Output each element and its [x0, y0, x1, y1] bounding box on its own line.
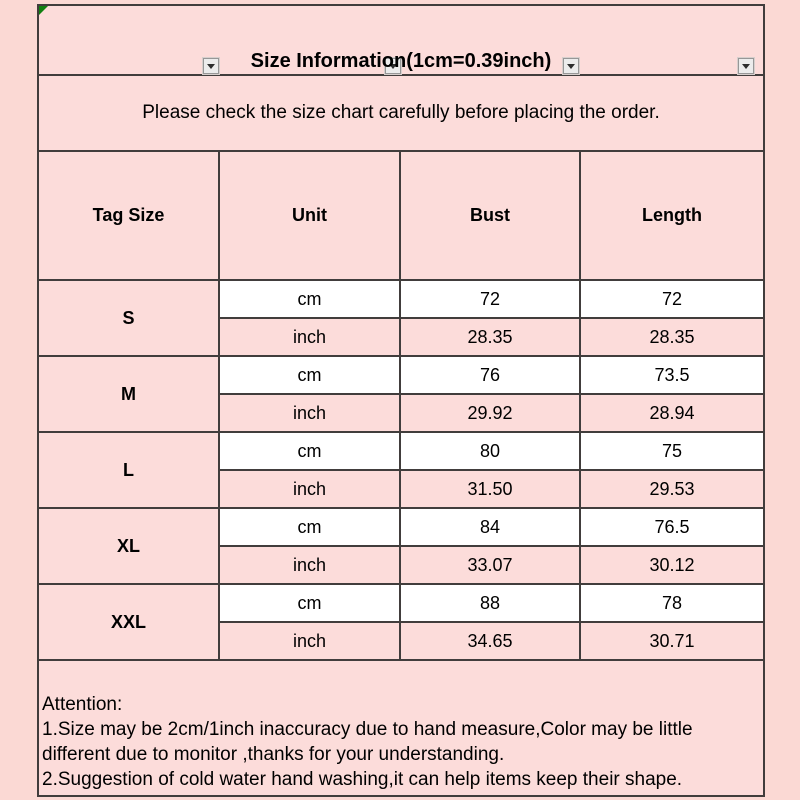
unit-cell: inch	[219, 318, 400, 356]
length-value: 75	[580, 432, 763, 470]
length-value: 30.71	[580, 622, 763, 660]
unit-cell: inch	[219, 394, 400, 432]
size-table	[39, 152, 763, 661]
bust-value: 72	[400, 280, 580, 318]
unit-cell: inch	[219, 622, 400, 660]
column-header-tag-size: Tag Size	[39, 152, 219, 280]
bust-value: 31.50	[400, 470, 580, 508]
bust-value: 33.07	[400, 546, 580, 584]
filter-arrow-icon	[742, 64, 750, 69]
column-header-bust: Bust	[400, 152, 580, 280]
filter-dropdown-button-tag-size[interactable]	[203, 58, 219, 74]
length-value: 73.5	[580, 356, 763, 394]
attention-line: 2.Suggestion of cold water hand washing,it can help items keep their shape.	[42, 769, 683, 790]
bust-value: 80	[400, 432, 580, 470]
bust-value: 28.35	[400, 318, 580, 356]
attention-line: 1.Size may be 2cm/1inch inaccuracy due to hand measure,Color may be little	[42, 719, 693, 740]
length-value: 28.35	[580, 318, 763, 356]
length-value: 76.5	[580, 508, 763, 546]
size-label-l: L	[39, 432, 219, 508]
size-chart-panel	[37, 4, 765, 797]
unit-cell: cm	[219, 356, 400, 394]
table-row	[39, 432, 763, 470]
bust-value: 84	[400, 508, 580, 546]
filter-arrow-icon	[567, 64, 575, 69]
size-label-xxl: XXL	[39, 584, 219, 660]
filter-dropdown-button-length[interactable]	[738, 58, 754, 74]
filter-dropdown-button-bust[interactable]	[563, 58, 579, 74]
unit-cell: cm	[219, 584, 400, 622]
size-label-m: M	[39, 356, 219, 432]
bust-value: 34.65	[400, 622, 580, 660]
length-value: 30.12	[580, 546, 763, 584]
unit-cell: cm	[219, 508, 400, 546]
unit-cell: cm	[219, 432, 400, 470]
unit-cell: inch	[219, 470, 400, 508]
attention-line: different due to monitor ,thanks for your understanding.	[42, 744, 505, 765]
table-row	[39, 584, 763, 622]
cell-corner-indicator-icon	[39, 6, 48, 15]
subtitle-bar	[39, 76, 763, 152]
length-value: 29.53	[580, 470, 763, 508]
size-label-xl: XL	[39, 508, 219, 584]
table-row	[39, 280, 763, 318]
bust-value: 29.92	[400, 394, 580, 432]
attention-note	[39, 661, 763, 792]
unit-cell: cm	[219, 280, 400, 318]
table-row	[39, 356, 763, 394]
column-header-length: Length	[580, 152, 763, 280]
length-value: 28.94	[580, 394, 763, 432]
length-value: 72	[580, 280, 763, 318]
column-header-unit: Unit	[219, 152, 400, 280]
bust-value: 88	[400, 584, 580, 622]
unit-cell: inch	[219, 546, 400, 584]
subtitle-text: Please check the size chart carefully before placing the order.	[142, 102, 660, 123]
table-header-row	[39, 152, 763, 280]
bust-value: 76	[400, 356, 580, 394]
title-bar	[39, 6, 763, 76]
attention-heading: Attention:	[42, 694, 123, 715]
table-row	[39, 508, 763, 546]
size-label-s: S	[39, 280, 219, 356]
length-value: 78	[580, 584, 763, 622]
filter-arrow-icon	[207, 64, 215, 69]
page-title: Size Information(1cm=0.39inch)	[250, 50, 552, 72]
